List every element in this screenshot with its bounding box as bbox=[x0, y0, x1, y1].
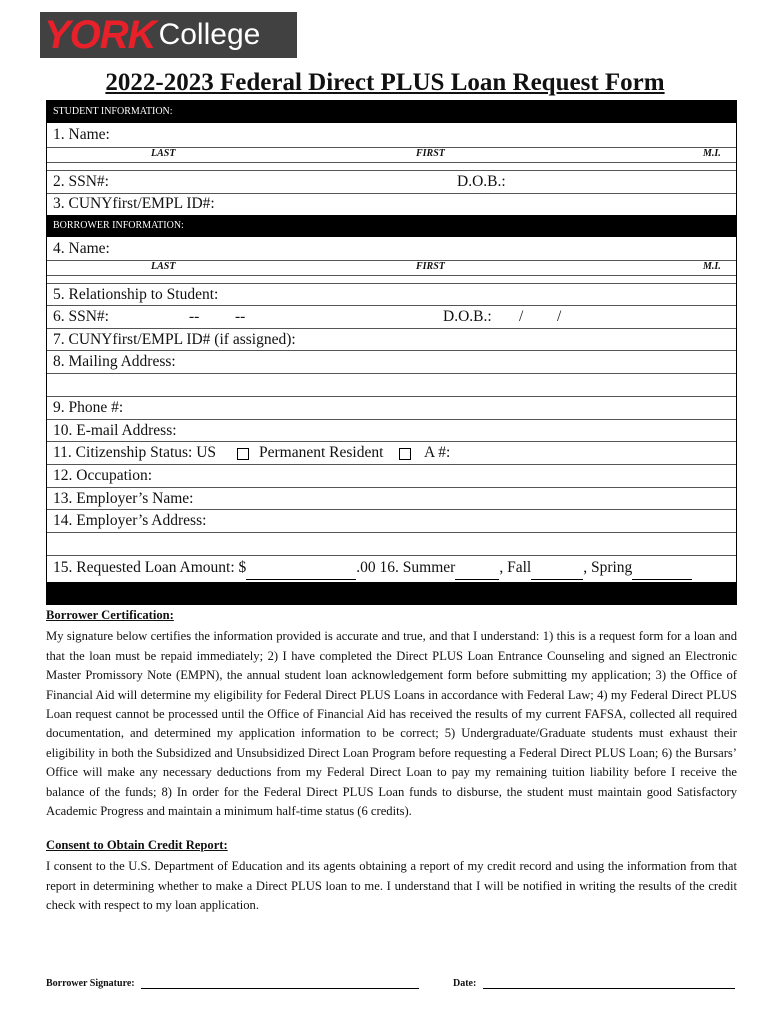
spring-label: , Spring bbox=[583, 559, 633, 576]
student-spacer-row bbox=[47, 163, 736, 171]
first-label: FIRST bbox=[416, 261, 445, 272]
page-title: 2022-2023 Federal Direct PLUS Loan Request Form bbox=[105, 69, 665, 96]
employer-address-field[interactable]: 14. Employer’s Address: bbox=[47, 510, 736, 533]
borrower-dob-label: D.O.B.: bbox=[443, 308, 492, 325]
student-info-header: STUDENT INFORMATION: bbox=[47, 101, 736, 123]
loan-amount-row bbox=[47, 556, 736, 582]
summer-label: 16. Summer bbox=[379, 559, 456, 576]
citizenship-row bbox=[47, 442, 736, 465]
borrower-ssn-label: 6. SSN#: bbox=[53, 308, 109, 325]
mi-label: M.I. bbox=[703, 261, 721, 272]
date-label: Date: bbox=[453, 978, 477, 989]
ssn-dash: -- bbox=[189, 308, 200, 325]
borrower-empl-field[interactable]: 7. CUNYfirst/EMPL ID# (if assigned): bbox=[47, 329, 736, 351]
summer-blank[interactable] bbox=[455, 564, 499, 580]
student-ssn-row[interactable] bbox=[47, 171, 736, 194]
phone-field[interactable]: 9. Phone #: bbox=[47, 397, 736, 420]
consent-text: I consent to the U.S. Department of Education and its agents obtaining a report of my credit record and using the information from that report in determining whether to make a Direct PLUS loan to me. I understand that I will be notified in writing the results of the credit check with respect to my loan application. bbox=[46, 859, 737, 913]
signature-row bbox=[46, 978, 419, 989]
employer-address-line2[interactable] bbox=[47, 533, 736, 556]
fall-blank[interactable] bbox=[531, 564, 583, 580]
certification-text: My signature below certifies the information provided is accurate and true, and that I understand: 1) this is a request form for a loan and that the loan must be repaid immediately; 2) I have completed the Direct PLUS Loan Entrance Counseling and signed an Electronic Master Promissory Note (EMPN), the annual student loan acknowledgement form before submitting my application; 3) the Office of Financial Aid will determine my eligibility for Federal Direct PLUS Loans in accordance with Federal Law; 4) my Federal Direct PLUS Loan request cannot be processed until the Office of Financial Aid has received the results of my current FAFSA, collected all required documentation, and determined my application information to be correct; 5) Undergraduate/Graduate students must exhaust their eligibility in both the Subsidized and Unsubsidized Direct Loan Program before requesting a Federal Direct PLUS Loan; 6) the Bursars’ Office will make any necessary deductions from my Federal Direct Loan to pay my remaining tuition liability before I receive the balance of the funds; 8) In order for the Federal Direct PLUS Loan funds to disburse, the student must maintain good Satisfactory Academic Progress and maintain a minimum half-time status (6 credits). bbox=[46, 629, 737, 819]
borrower-name-sublabels bbox=[47, 261, 736, 276]
certification-heading: Borrower Certification: bbox=[46, 608, 174, 622]
mailing-address-field[interactable]: 8. Mailing Address: bbox=[47, 351, 736, 374]
borrower-certification bbox=[46, 606, 737, 821]
logo-college-text: College bbox=[158, 18, 261, 51]
consent-heading: Consent to Obtain Credit Report: bbox=[46, 838, 228, 852]
signature-label: Borrower Signature: bbox=[46, 978, 135, 989]
credit-report-consent bbox=[46, 836, 737, 916]
occupation-field[interactable]: 12. Occupation: bbox=[47, 465, 736, 488]
dob-slash: / bbox=[557, 308, 562, 325]
last-label: LAST bbox=[151, 148, 176, 159]
date-row bbox=[453, 978, 735, 989]
spring-blank[interactable] bbox=[632, 564, 692, 580]
first-label: FIRST bbox=[416, 148, 445, 159]
us-checkbox[interactable] bbox=[237, 448, 249, 460]
ssn-dash: -- bbox=[235, 308, 246, 325]
signature-line[interactable] bbox=[141, 978, 419, 989]
relationship-field[interactable]: 5. Relationship to Student: bbox=[47, 284, 736, 306]
logo-york-text: YORK bbox=[44, 13, 156, 57]
york-college-logo bbox=[40, 12, 297, 58]
borrower-spacer-row bbox=[47, 276, 736, 284]
form-footer-bar bbox=[47, 582, 736, 604]
permanent-resident-checkbox[interactable] bbox=[399, 448, 411, 460]
last-label: LAST bbox=[151, 261, 176, 272]
loan-amount-blank[interactable] bbox=[246, 564, 356, 580]
borrower-name-field[interactable]: 4. Name: bbox=[47, 237, 736, 261]
loan-amount-label: 15. Requested Loan Amount: $ bbox=[53, 559, 247, 576]
borrower-info-header: BORROWER INFORMATION: bbox=[47, 215, 736, 237]
borrower-ssn-row[interactable] bbox=[47, 306, 736, 329]
student-ssn-label: 2. SSN#: bbox=[53, 173, 109, 190]
citizenship-label: 11. Citizenship Status: US bbox=[53, 444, 217, 461]
dob-slash: / bbox=[519, 308, 524, 325]
employer-name-field[interactable]: 13. Employer’s Name: bbox=[47, 488, 736, 510]
a-number-label: A #: bbox=[424, 444, 451, 461]
loan-request-form bbox=[46, 100, 737, 605]
student-name-field[interactable]: 1. Name: bbox=[47, 123, 736, 148]
student-empl-field[interactable]: 3. CUNYfirst/EMPL ID#: bbox=[53, 195, 215, 212]
mi-label: M.I. bbox=[703, 148, 721, 159]
student-dob-label: D.O.B.: bbox=[457, 173, 506, 190]
fall-label: , Fall bbox=[499, 559, 532, 576]
email-field[interactable]: 10. E-mail Address: bbox=[47, 420, 736, 442]
date-line[interactable] bbox=[483, 978, 735, 989]
loan-cents: .00 bbox=[356, 559, 376, 576]
mailing-address-line2[interactable] bbox=[47, 374, 736, 397]
permanent-resident-label: Permanent Resident bbox=[259, 444, 384, 461]
student-name-sublabels bbox=[47, 148, 736, 163]
